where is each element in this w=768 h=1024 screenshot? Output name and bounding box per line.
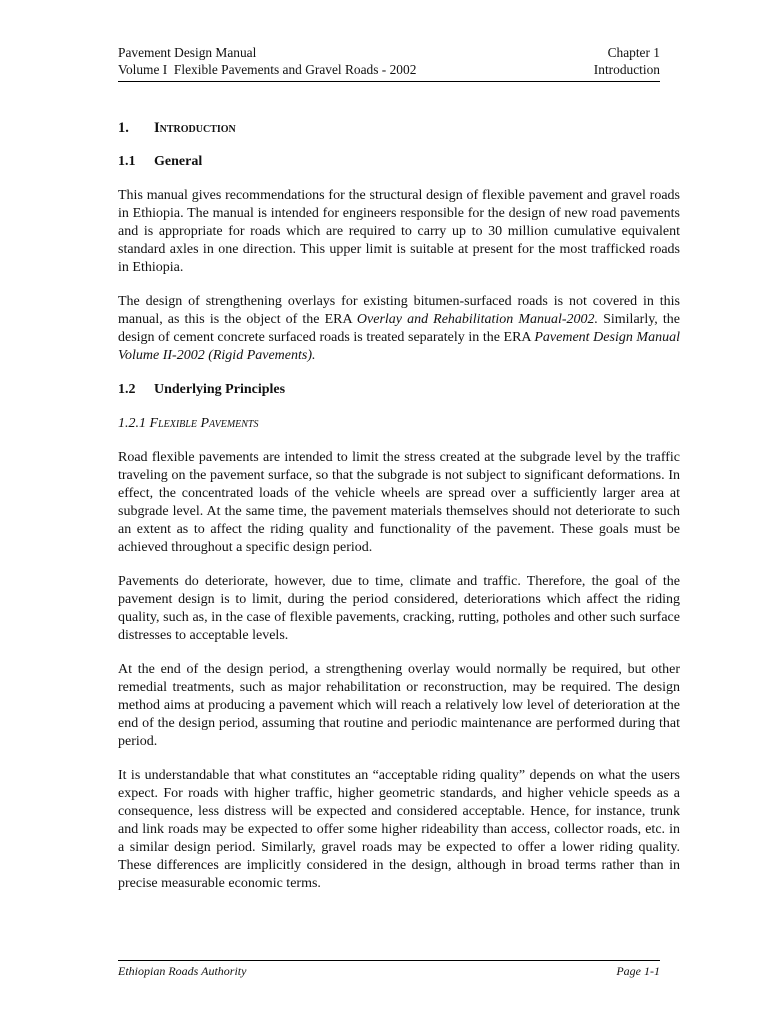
document-page bbox=[118, 44, 680, 893]
overlay-manual-reference: Overlay and Rehabilitation Manual-2002. bbox=[356, 312, 599, 327]
paragraph-general-1: This manual gives recommendations for the structural design of flexible pavement and gravel roads in Ethiopia. The manual is intended for engineers responsible for the design of new road pavements and is appropriate for roads which are required to carry up to 30 million cumulative equivalent standard axles in one direction. This upper limit is suitable at present for the most trafficked roads in Ethiopia. bbox=[118, 188, 680, 275]
section-number: 1. bbox=[118, 120, 129, 136]
paragraph-general-2 bbox=[118, 293, 680, 365]
subsubsection-number: 1.2.1 bbox=[118, 416, 146, 431]
section-title: Introduction bbox=[154, 120, 236, 136]
paragraph-flexible-1: Road flexible pavements are intended to limit the stress created at the subgrade level by the traffic traveling on the pavement surface, so that the subgrade is not subject to significant deformations. In effect, the concentrated loads of the vehicle wheels are spread over a sufficiently larger area at subgrade level. At the same time, the pavement materials themselves should not deteriorate to such an extent as to affect the riding quality and functionality of the pavement. These goals must be achieved throughout a specific design period. bbox=[118, 450, 680, 555]
volume-title: Volume I Flexible Pavements and Gravel Roads - 2002 bbox=[118, 62, 417, 77]
section-heading-1 bbox=[118, 119, 680, 137]
page-footer bbox=[118, 960, 660, 979]
p2-text-c: Similarly, the design of cement concrete surfaced roads is treated separately in the ERA bbox=[118, 312, 680, 345]
rigid-manual-reference: Pavement Design Manual Volume II-2002 (Rigid Pavements). bbox=[118, 330, 680, 363]
page-number: Page 1-1 bbox=[616, 964, 660, 978]
paragraph-flexible-2: Pavements do deteriorate, however, due to time, climate and traffic. Therefore, the goal of the pavement design is to limit, during the period considered, deteriorations which affect the riding quality, such as, in the case of flexible pavements, cracking, rutting, potholes and other such surface distresses to acceptable levels. bbox=[118, 574, 680, 643]
subsubsection-title: Flexible Pavements bbox=[149, 416, 259, 431]
subsection-heading-principles bbox=[118, 381, 680, 399]
p2-text-a: The design of strengthening overlays for existing bitumen-surfaced roads is not covered in this manual, as this is the object of the ERA bbox=[118, 294, 680, 327]
subsubsection-heading-flexible bbox=[118, 415, 680, 433]
page-header bbox=[118, 44, 680, 78]
footer-rule bbox=[118, 960, 660, 961]
header-right bbox=[594, 44, 660, 78]
paragraph-flexible-3: At the end of the design period, a strengthening overlay would normally be required, but other remedial treatments, such as major rehabilitation or reconstruction, may be required. The design method aims at producing a pavement which will reach a relatively low level of deterioration at the end of the design period, assuming that routine and periodic maintenance are performed during that period. bbox=[118, 662, 680, 749]
footer-organization: Ethiopian Roads Authority bbox=[118, 964, 247, 978]
header-rule bbox=[118, 81, 660, 82]
paragraph-flexible-4: It is understandable that what constitutes an “acceptable riding quality” depends on what the users expect. For roads with higher traffic, higher geometric standards, and higher vehicle speeds as a consequence, less distress will be expected and considered acceptable. Hence, for instance, trunk and link roads may be expected to offer some higher rideability than access, collector roads, etc. in a similar design period. Similarly, gravel roads may be expected to offer a lower riding quality. These differences are implicitly considered in the design, although in broad terms rather than in precise measurable economic terms. bbox=[118, 768, 680, 891]
chapter-label: Chapter 1 bbox=[607, 45, 660, 60]
manual-title: Pavement Design Manual bbox=[118, 45, 257, 60]
subsection-title: General bbox=[154, 154, 203, 169]
subsection-heading-general bbox=[118, 153, 680, 171]
subsection-number: 1.1 bbox=[118, 154, 136, 169]
subsection-title: Underlying Principles bbox=[154, 382, 286, 397]
footer-row bbox=[118, 964, 660, 979]
chapter-title: Introduction bbox=[593, 62, 660, 77]
subsection-number: 1.2 bbox=[118, 382, 136, 397]
header-left bbox=[118, 44, 416, 78]
